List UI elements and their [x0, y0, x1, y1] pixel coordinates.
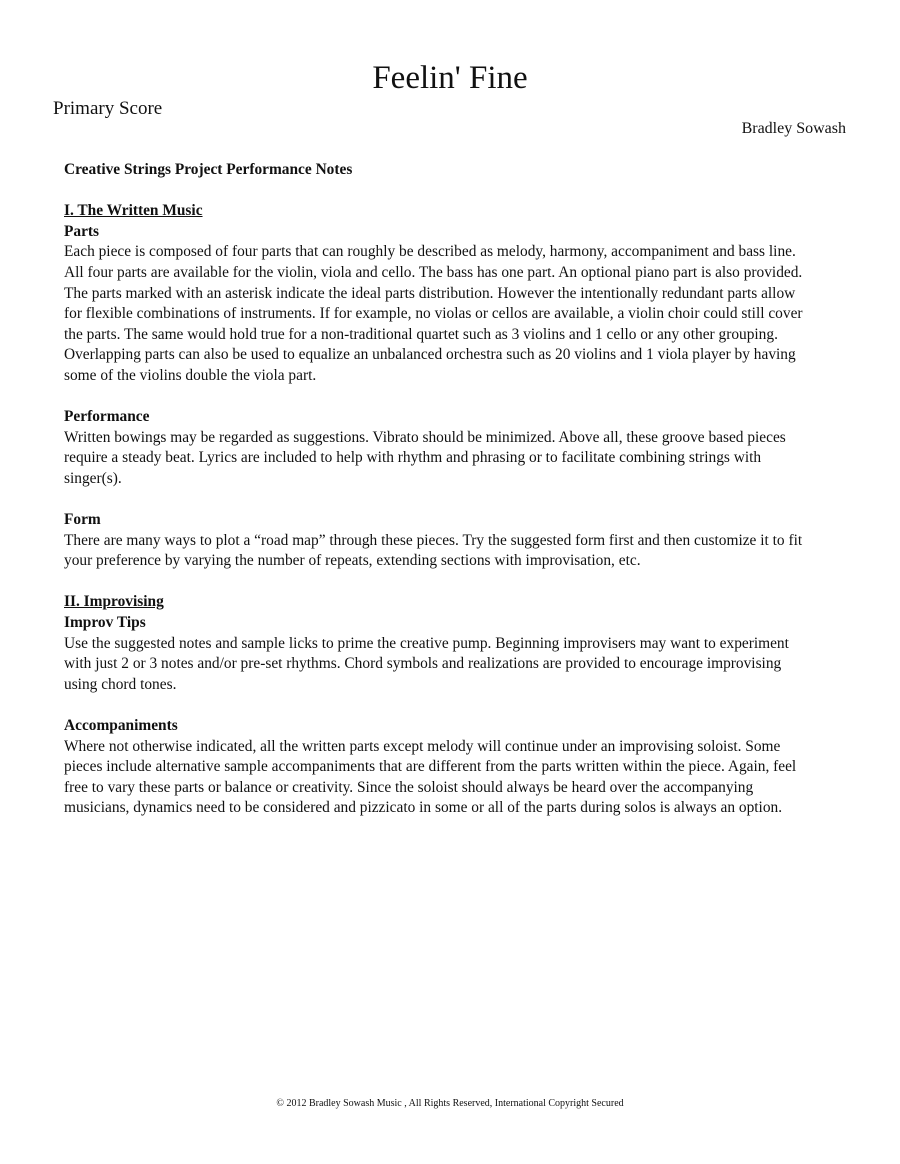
- spacer: [64, 387, 804, 408]
- score-type-label: Primary Score: [53, 98, 163, 119]
- performance-text: Written bowings may be regarded as suggestions. Vibrato should be minimized. Above all, these groove based pieces require a steady beat. Lyrics are included to help with rhythm and phrasing or to facilitate combining strings with singer(s).: [64, 428, 786, 487]
- notes-heading: Creative Strings Project Performance Notes: [64, 161, 353, 178]
- accompaniments-heading: Accompaniments: [64, 717, 178, 735]
- form-text: There are many ways to plot a “road map” through these pieces. Try the suggested form first and then customize it to fit your preference by varying the number of repeats, extending sections with improvisation, etc.: [64, 531, 803, 570]
- performance-heading: Performance: [64, 408, 150, 426]
- improv-tips-heading: Improv Tips: [64, 614, 146, 632]
- spacer: [64, 572, 804, 593]
- section-improvising-heading: II. Improvising: [64, 593, 164, 611]
- parts-text: Each piece is composed of four parts that can roughly be described as melody, harmony, accompaniment and bass line. All four parts are available for the violin, viola and cello. The bass has one part. An optional piano part is also provided. The parts marked with an asterisk indicate the ideal parts distribution. However the intentionally redundant parts allow for flexible combinations of instruments. If for example, no violas or cellos are available, a violin choir could still cover the parts. The same would hold true for a non-traditional quartet such as 3 violins and 1 cello or any other grouping. Overlapping parts can also be used to equalize an unbalanced orchestra such as 20 violins and 1 viola player by having some of the violins double the viola part.: [64, 243, 803, 384]
- form-heading: Form: [64, 511, 101, 529]
- parts-heading: Parts: [64, 222, 100, 240]
- improv-tips-text: Use the suggested notes and sample licks to prime the creative pump. Beginning improvisers may want to experiment with just 2 or 3 notes and/or pre-set rhythms. Chord symbols and realizations are provided to encourage improvising using chord tones.: [64, 634, 789, 693]
- performance-notes: [64, 160, 804, 819]
- accompaniments-text: Where not otherwise indicated, all the written parts except melody will continue under an improvising soloist. Some pieces include alternative sample accompaniments that are different from the parts written within the piece. Again, feel free to vary these parts or balance or creativity. Since the soloist should always be heard over the accompanying musicians, dynamics need to be considered and pizzicato in some or all of the parts during solos is always an option.: [64, 737, 797, 817]
- spacer: [64, 695, 804, 716]
- section-written-music-heading: I. The Written Music: [64, 202, 203, 220]
- composer-name: Bradley Sowash: [741, 120, 846, 137]
- copyright-footer: © 2012 Bradley Sowash Music , All Rights Reserved, International Copyright Secured: [276, 1098, 624, 1109]
- spacer: [64, 490, 804, 511]
- piece-title: Feelin' Fine: [372, 60, 528, 96]
